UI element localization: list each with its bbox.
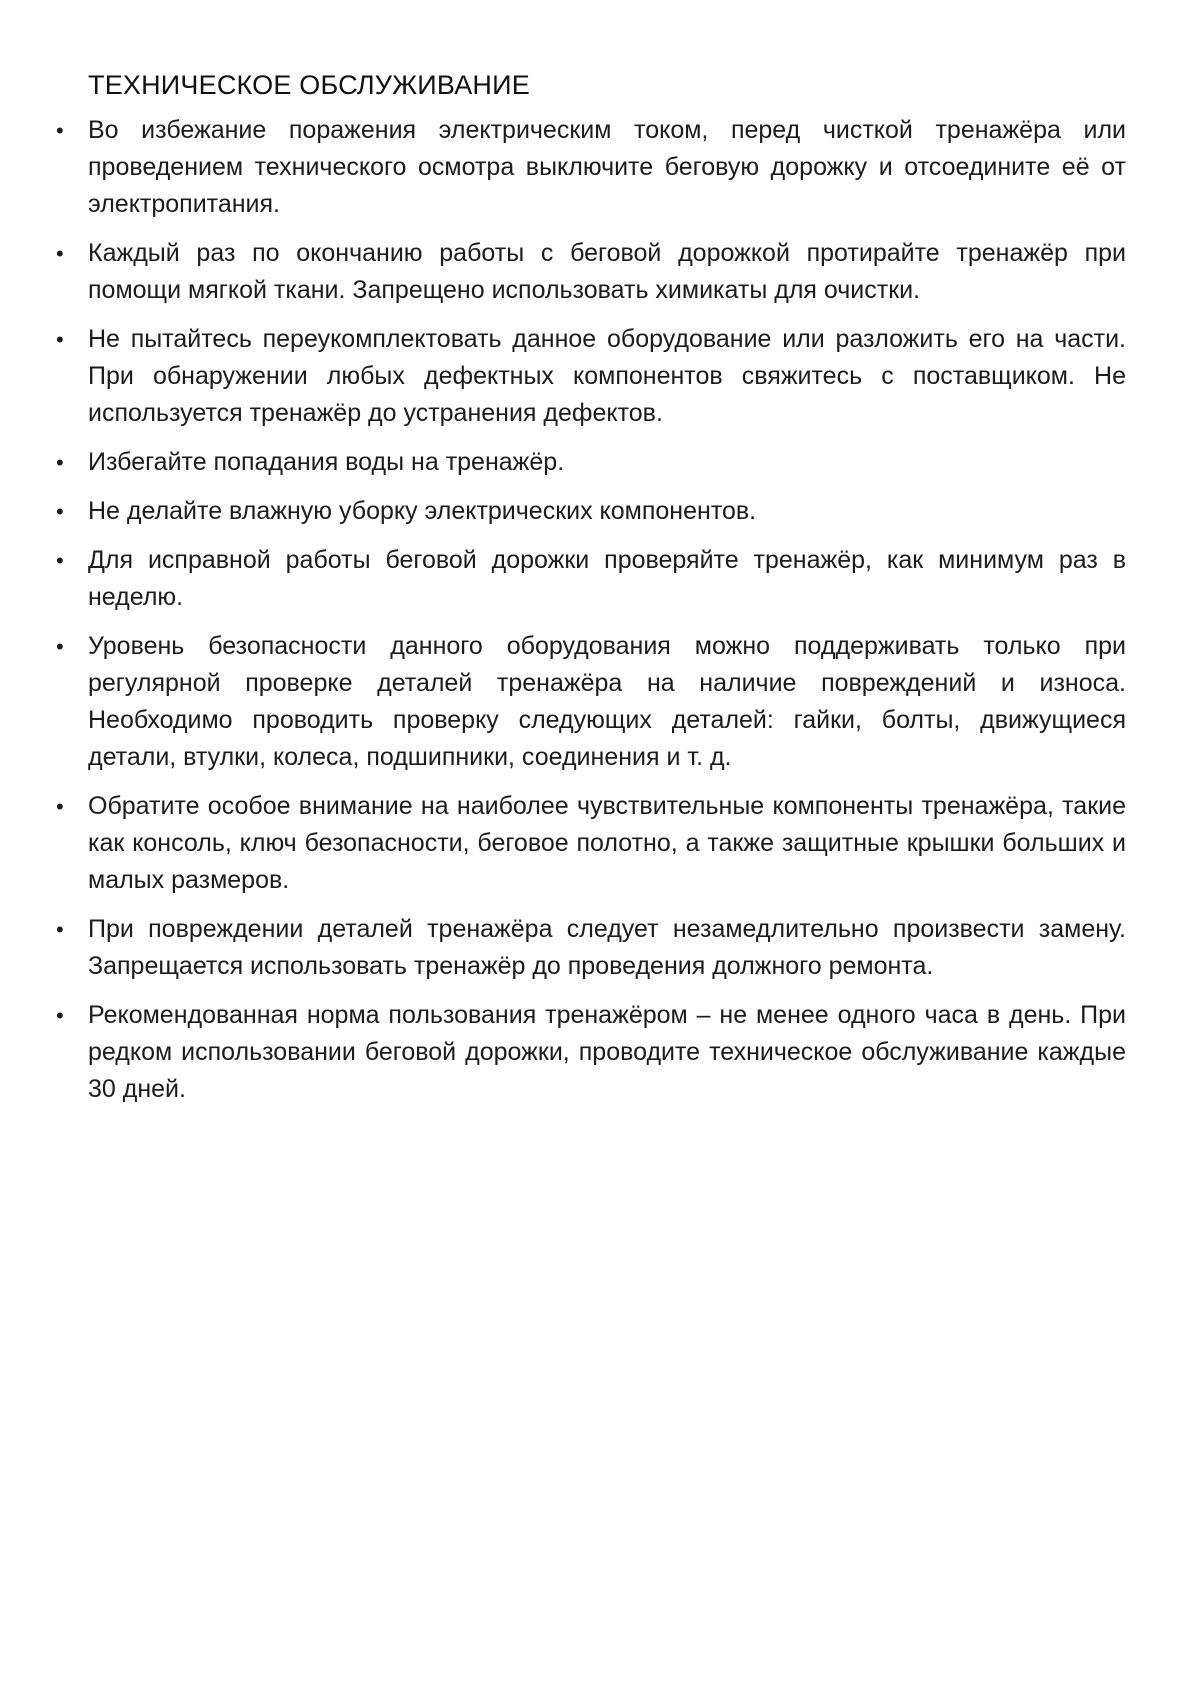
list-item-text: Не пытайтесь переукомплектовать данное оборудование или разложить его на части. При обнаружении любых дефектных компонентов свяжитесь с поставщиком. Не используется тренажёр до устранения дефектов. — [88, 325, 1126, 427]
list-item — [56, 444, 1126, 481]
bullet-icon: • — [56, 241, 64, 266]
list-item — [56, 628, 1126, 776]
page-title: ТЕХНИЧЕСКОЕ ОБСЛУЖИВАНИЕ — [88, 70, 530, 100]
list-item — [56, 112, 1126, 223]
list-item-text: Не делайте влажную уборку электрических компонентов. — [88, 497, 757, 525]
list-item — [56, 321, 1126, 432]
bullet-icon: • — [56, 917, 64, 942]
list-item — [56, 788, 1126, 899]
maintenance-list — [56, 112, 1126, 1120]
bullet-icon: • — [56, 634, 64, 659]
bullet-icon: • — [56, 118, 64, 143]
list-item-text: Уровень безопасности данного оборудования можно поддерживать только при регулярной проверке деталей тренажёра на наличие повреждений и износа. Необходимо проводить проверку следующих деталей: гайки, болты, движущиеся детали, втулки, колеса, подшипники, соединения и т. д. — [88, 632, 1126, 771]
list-item — [56, 235, 1126, 309]
list-item — [56, 911, 1126, 985]
list-item-text: Для исправной работы беговой дорожки проверяйте тренажёр, как минимум раз в неделю. — [88, 546, 1126, 611]
bullet-icon: • — [56, 450, 64, 475]
list-item-text: Рекомендованная норма пользования тренажёром – не менее одного часа в день. При редком использовании беговой дорожки, проводите техническое обслуживание каждые 30 дней. — [88, 1001, 1126, 1103]
list-item — [56, 997, 1126, 1108]
list-item-text: Обратите особое внимание на наиболее чувствительные компоненты тренажёра, такие как консоль, ключ безопасности, беговое полотно, а также защитные крышки больших и малых размеров. — [88, 792, 1126, 894]
bullet-icon: • — [56, 499, 64, 524]
list-item — [56, 542, 1126, 616]
bullet-icon: • — [56, 794, 64, 819]
list-item — [56, 493, 1126, 530]
bullet-icon: • — [56, 327, 64, 352]
bullet-icon: • — [56, 1003, 64, 1028]
bullet-icon: • — [56, 548, 64, 573]
list-item-text: При повреждении деталей тренажёра следует незамедлительно произвести замену. Запрещается использовать тренажёр до проведения должного ремонта. — [88, 915, 1126, 980]
list-item-text: Избегайте попадания воды на тренажёр. — [88, 448, 565, 476]
list-item-text: Во избежание поражения электрическим током, перед чисткой тренажёра или проведением технического осмотра выключите беговую дорожку и отсоедините её от электропитания. — [88, 116, 1126, 218]
list-item-text: Каждый раз по окончанию работы с беговой дорожкой протирайте тренажёр при помощи мягкой ткани. Запрещено использовать химикаты для очистки. — [88, 239, 1126, 304]
